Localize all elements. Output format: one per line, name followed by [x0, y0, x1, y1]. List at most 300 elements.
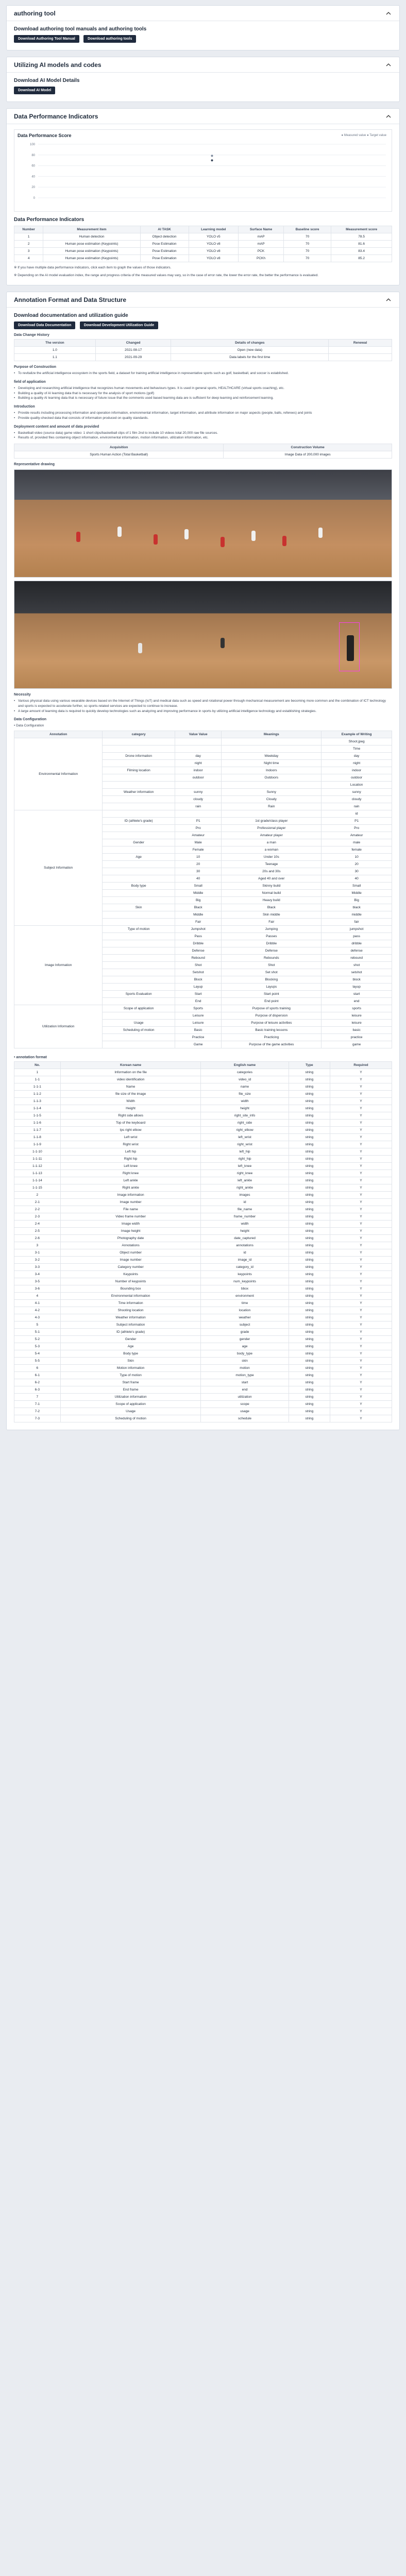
table-cell: Shot	[222, 962, 322, 969]
table-cell: Amateur	[175, 832, 221, 839]
table-cell	[222, 810, 322, 818]
table-row	[14, 1112, 392, 1120]
table-cell: Purpose of leisure activities	[222, 1020, 322, 1027]
performance-card	[6, 108, 400, 285]
table-row	[14, 1264, 392, 1271]
table-cell: Right hip	[60, 1156, 201, 1163]
table-cell: 40	[322, 875, 392, 883]
table-row	[14, 810, 392, 818]
table-cell: Y	[330, 1134, 392, 1141]
table-cell: Y	[330, 1228, 392, 1235]
table-cell: Y	[330, 1235, 392, 1242]
table-cell: Y	[330, 1350, 392, 1358]
table-cell: indoor	[322, 767, 392, 774]
table-cell: Category number	[60, 1264, 201, 1271]
table-cell: 4-1	[14, 1300, 61, 1307]
config-label: Data Configuration	[14, 718, 46, 722]
format-table	[14, 1061, 392, 1422]
table-cell: string	[289, 1213, 330, 1221]
table-cell: string	[289, 1300, 330, 1307]
table-cell	[175, 782, 221, 789]
player-white	[117, 527, 122, 537]
table-cell: annotations	[201, 1242, 289, 1249]
table-cell: 2-2	[14, 1206, 61, 1213]
group-cell: Environmental Information	[14, 738, 103, 810]
table-cell: Y	[330, 1314, 392, 1321]
table-cell: Pass	[175, 933, 221, 940]
table-cell: Purpose of sports training	[222, 1005, 322, 1012]
table-cell: 3	[14, 248, 43, 255]
table-cell: Data labels for the first time	[171, 354, 329, 361]
table-cell: Y	[330, 1321, 392, 1329]
chevron-up-icon[interactable]	[385, 10, 392, 17]
history-label: Data Change History	[14, 333, 49, 337]
annotation-header[interactable]	[7, 292, 399, 308]
data-point[interactable]	[211, 159, 213, 161]
table-cell: Image height	[60, 1228, 201, 1235]
table-row	[14, 354, 392, 361]
table-cell: Y	[330, 1372, 392, 1379]
table-cell: 4	[14, 255, 43, 262]
list-item: • Developing and researching artificial intelligence that recognizes human movements and behaviours types. It is used in general sports, HEALTHCARE (virtual sports coaching), etc.	[14, 386, 392, 391]
table-cell: Left wrist	[60, 1134, 201, 1141]
table-cell: Y	[330, 1069, 392, 1076]
table-cell: Y	[330, 1379, 392, 1386]
section-title: authoring tool	[14, 9, 56, 17]
column-header: Value Value	[175, 731, 221, 738]
table-cell: 2-5	[14, 1228, 61, 1235]
table-cell: Y	[330, 1105, 392, 1112]
table-row	[14, 1408, 392, 1415]
ai-model-card	[6, 57, 400, 102]
table-cell: setshot	[322, 969, 392, 976]
table-cell: Name	[60, 1083, 201, 1091]
table-cell: PCKh	[239, 255, 284, 262]
player-red	[282, 536, 286, 546]
table-cell: mAP	[239, 241, 284, 248]
table-cell: id	[201, 1199, 289, 1206]
table-cell: name	[201, 1083, 289, 1091]
table-cell: Annotations	[60, 1242, 201, 1249]
table-cell: 1st grade/class player	[222, 818, 322, 825]
column-header: category	[103, 731, 175, 738]
table-cell: Y	[330, 1408, 392, 1415]
table-row	[14, 1199, 392, 1206]
table-cell: Human detection	[43, 233, 140, 241]
table-cell: 6	[14, 1365, 61, 1372]
table-cell: Basic	[175, 1027, 221, 1034]
table-row	[14, 1235, 392, 1242]
section-title: Data Performance Indicators	[14, 112, 98, 120]
table-cell	[103, 940, 175, 947]
table-cell: Under 10s	[222, 854, 322, 861]
table-cell: Image number	[60, 1257, 201, 1264]
table-row	[14, 1386, 392, 1394]
table-cell: string	[289, 1127, 330, 1134]
table-cell: string	[289, 1069, 330, 1076]
table-row	[14, 1148, 392, 1156]
table-row	[14, 1293, 392, 1300]
table-cell: 3-6	[14, 1285, 61, 1293]
table-row	[14, 233, 392, 241]
table-cell: string	[289, 1242, 330, 1249]
table-cell: Environmental information	[60, 1293, 201, 1300]
table-cell: Purpose of the game activities	[222, 1041, 322, 1048]
table-cell: Top of the keyboard	[60, 1120, 201, 1127]
table-cell: start	[322, 991, 392, 998]
table-cell: string	[289, 1170, 330, 1177]
table-row	[14, 738, 392, 745]
table-cell: grade	[201, 1329, 289, 1336]
table-cell	[103, 782, 175, 789]
table-cell: left_hip	[201, 1148, 289, 1156]
table-cell: Y	[330, 1249, 392, 1257]
table-cell: file_size	[201, 1091, 289, 1098]
table-cell: Pro	[322, 825, 392, 832]
table-cell: file_name	[201, 1206, 289, 1213]
representative-image-1	[14, 469, 392, 578]
column-header: Renewal	[329, 340, 392, 347]
table-cell: male	[322, 839, 392, 846]
table-cell	[103, 875, 175, 883]
table-cell: id	[201, 1249, 289, 1257]
table-cell: 2	[14, 241, 43, 248]
table-row	[14, 1221, 392, 1228]
table-cell	[222, 782, 322, 789]
table-cell: Human pose estimation (Keypoints)	[43, 248, 140, 255]
table-cell: Ips right elbow	[60, 1127, 201, 1134]
table-cell: string	[289, 1321, 330, 1329]
table-cell: 1-1-3	[14, 1098, 61, 1105]
column-header: AI TASK	[140, 226, 189, 233]
table-row	[14, 1271, 392, 1278]
player-white	[184, 529, 189, 539]
table-cell: Right wrist	[60, 1141, 201, 1148]
table-cell: string	[289, 1329, 330, 1336]
table-cell: Middle	[175, 911, 221, 919]
table-cell	[103, 947, 175, 955]
table-row	[14, 1307, 392, 1314]
column-header: Learning model	[189, 226, 238, 233]
table-cell: video_id	[201, 1076, 289, 1083]
history-table	[14, 339, 392, 361]
table-cell: string	[289, 1278, 330, 1285]
player-red	[76, 532, 80, 542]
table-cell: string	[289, 1199, 330, 1206]
table-cell: 5-2	[14, 1336, 61, 1343]
table-cell: Y	[330, 1170, 392, 1177]
list-item: • Provide quality-checked data that consists of information produced on quality standards.	[14, 416, 392, 421]
table-cell: 70	[284, 248, 331, 255]
table-cell: Dribble	[222, 940, 322, 947]
table-cell: 1-1-9	[14, 1141, 61, 1148]
table-cell: 5-1	[14, 1329, 61, 1336]
table-cell: Black	[222, 904, 322, 911]
table-cell: 1-1-12	[14, 1163, 61, 1170]
table-cell: fair	[322, 919, 392, 926]
table-cell: utilization	[201, 1394, 289, 1401]
table-cell: 1-1-13	[14, 1170, 61, 1177]
table-cell: a man	[222, 839, 322, 846]
table-cell: gender	[201, 1336, 289, 1343]
table-cell: Left ankle	[60, 1177, 201, 1184]
table-cell: a woman	[222, 846, 322, 854]
table-cell: string	[289, 1156, 330, 1163]
table-cell: Y	[330, 1300, 392, 1307]
authoring-tool-card	[6, 5, 400, 50]
table-cell: string	[289, 1235, 330, 1242]
section-title: Annotation Format and Data Structure	[14, 296, 127, 303]
y-tick-label: 20	[31, 186, 35, 190]
table-cell: Teenage	[222, 861, 322, 868]
table-cell: Subject information	[60, 1321, 201, 1329]
table-cell: 20s and 30s	[222, 868, 322, 875]
guide-title: Download documentation and utilization guide	[14, 313, 128, 319]
table-cell: right_wrist	[201, 1141, 289, 1148]
table-cell: Black	[175, 904, 221, 911]
table-cell: 5-5	[14, 1358, 61, 1365]
table-cell: 70	[284, 233, 331, 241]
table-cell: Professional player	[222, 825, 322, 832]
table-cell: scope	[201, 1401, 289, 1408]
table-cell: 1-1-15	[14, 1184, 61, 1192]
table-cell: block	[322, 976, 392, 984]
table-cell: Y	[330, 1192, 392, 1199]
table-cell: outdoor	[322, 774, 392, 782]
table-cell: Y	[330, 1365, 392, 1372]
table-cell: cloudy	[322, 796, 392, 803]
table-cell: day	[322, 753, 392, 760]
table-cell: Height	[60, 1105, 201, 1112]
ai-model-header[interactable]	[7, 57, 399, 73]
table-cell: Scheduling of motion	[60, 1415, 201, 1422]
table-cell: Game	[175, 1041, 221, 1048]
table-row	[14, 1321, 392, 1329]
download-docs-button[interactable]: Download Data Documentation	[14, 321, 75, 329]
table-cell	[103, 810, 175, 818]
table-cell: Left knee	[60, 1163, 201, 1170]
chevron-up-icon[interactable]	[385, 113, 392, 120]
table-cell: Utilization information	[60, 1394, 201, 1401]
table-row	[14, 1415, 392, 1422]
table-cell: outdoor	[175, 774, 221, 782]
table-cell: Type of motion	[60, 1372, 201, 1379]
table-cell: Heavy build	[222, 897, 322, 904]
note-2: ※ Depending on the AI model evaluation index, the range and progress criteria of the measured values may vary, so in the case of error rate, the lower the error rate, the better the performance is evaluated.	[14, 274, 319, 278]
table-cell: game	[322, 1041, 392, 1048]
table-row	[14, 1213, 392, 1221]
table-cell: Skinny build	[222, 883, 322, 890]
table-cell	[103, 919, 175, 926]
table-cell: Amateur	[322, 832, 392, 839]
table-cell	[175, 738, 221, 745]
table-cell	[103, 760, 175, 767]
table-cell: 7-3	[14, 1415, 61, 1422]
table-cell: category_id	[201, 1264, 289, 1271]
table-cell: Y	[330, 1206, 392, 1213]
table-cell: string	[289, 1206, 330, 1213]
table-cell: 3-2	[14, 1257, 61, 1264]
table-cell: Time information	[60, 1300, 201, 1307]
table-cell: Leisure	[175, 1020, 221, 1027]
table-cell: day	[175, 753, 221, 760]
table-cell: leisure	[322, 1020, 392, 1027]
table-cell: Keypoints	[60, 1271, 201, 1278]
table-cell: Start point	[222, 991, 322, 998]
table-cell: Practicing	[222, 1034, 322, 1041]
table-cell: usage	[201, 1408, 289, 1415]
table-row	[14, 1076, 392, 1083]
intro-label: Introduction	[14, 405, 35, 409]
table-cell: string	[289, 1105, 330, 1112]
table-row	[14, 241, 392, 248]
table-cell: Y	[330, 1307, 392, 1314]
table-cell: Y	[330, 1336, 392, 1343]
download-ai-model-button[interactable]: Download AI Model	[14, 87, 55, 94]
table-cell: 10	[175, 854, 221, 861]
table-cell	[103, 933, 175, 940]
table-cell: width	[201, 1221, 289, 1228]
column-header: The version	[14, 340, 96, 347]
table-cell: 2	[14, 1192, 61, 1199]
table-cell: rebound	[322, 955, 392, 962]
player	[221, 638, 225, 648]
table-cell: Y	[330, 1076, 392, 1083]
table-row	[14, 1091, 392, 1098]
table-cell: female	[322, 846, 392, 854]
table-cell: Y	[330, 1415, 392, 1422]
table-cell: video identification	[60, 1076, 201, 1083]
table-cell: night	[322, 760, 392, 767]
table-cell: 1	[14, 1069, 61, 1076]
table-row	[14, 1083, 392, 1091]
table-cell: image_id	[201, 1257, 289, 1264]
table-row	[14, 1141, 392, 1148]
table-cell: Left hip	[60, 1148, 201, 1156]
table-cell: Dribble	[175, 940, 221, 947]
table-cell: Y	[330, 1177, 392, 1184]
y-tick-label: 100	[29, 143, 35, 146]
table-cell	[103, 984, 175, 991]
table-cell: left_knee	[201, 1163, 289, 1170]
table-cell: Y	[330, 1148, 392, 1156]
table-cell: 1	[14, 233, 43, 241]
table-row	[14, 1163, 392, 1170]
table-cell: Object detection	[140, 233, 189, 241]
table-cell	[175, 810, 221, 818]
table-cell: Scheduling of motion	[103, 1027, 175, 1034]
table-cell: string	[289, 1408, 330, 1415]
table-cell: 4	[14, 1293, 61, 1300]
table-cell: layup	[322, 984, 392, 991]
table-cell: Gender	[60, 1336, 201, 1343]
download-manual-button[interactable]: Download Authoring Tool Manual	[14, 35, 79, 43]
table-cell: P1	[175, 818, 221, 825]
chart-legend: ● Measured value ● Target value	[341, 134, 386, 137]
table-cell: 1-1-14	[14, 1177, 61, 1184]
table-cell	[103, 868, 175, 875]
table-cell: Shoot.jpeg	[322, 738, 392, 745]
representative-image-2	[14, 581, 392, 689]
table-cell: Middle	[175, 890, 221, 897]
table-cell: Right side allows	[60, 1112, 201, 1120]
table-cell	[222, 745, 322, 753]
table-row	[14, 1228, 392, 1235]
chevron-up-icon[interactable]	[385, 296, 392, 303]
table-cell: time	[201, 1300, 289, 1307]
table-cell: Small	[175, 883, 221, 890]
table-cell: Image number	[60, 1199, 201, 1206]
table-cell: ID (athlete's grade)	[60, 1329, 201, 1336]
table-cell: string	[289, 1120, 330, 1127]
list-item: • Provide results including processing information and operation information, environmental information, target information, and attribute information on major aspects (people, balls, referees) and joints	[14, 411, 392, 416]
table-cell: 78.5	[331, 233, 392, 241]
table-cell	[103, 962, 175, 969]
section-title: Utilizing AI models and codes	[14, 61, 102, 69]
table-cell: Defense	[175, 947, 221, 955]
table-row	[14, 1285, 392, 1293]
table-cell: Practice	[175, 1034, 221, 1041]
column-header: Acquisition	[14, 444, 224, 451]
list-item: • Various physical data using various wearable devices based on the Internet of Things (IoT) and medical data such as speed and rotational power through mechanical measurement are becoming more common and the combination of ICT technology and sports is expected to accelerate further, so sports-related services are expected to continue to increase.	[14, 699, 392, 709]
table-cell: Y	[330, 1343, 392, 1350]
table-cell: 1.1	[14, 354, 96, 361]
table-row	[14, 1300, 392, 1307]
table-cell: 1-1-4	[14, 1105, 61, 1112]
authoring-tool-header[interactable]	[7, 6, 399, 21]
chart-title: Data Performance Score	[18, 133, 72, 138]
table-cell: string	[289, 1379, 330, 1386]
table-cell	[103, 955, 175, 962]
table-cell: width	[201, 1098, 289, 1105]
performance-header[interactable]	[7, 109, 399, 124]
table-cell	[103, 890, 175, 897]
table-cell: 83.4	[331, 248, 392, 255]
table-cell: Open (new data)	[171, 347, 329, 354]
table-cell: 1-1	[14, 1076, 61, 1083]
table-cell: middle	[322, 911, 392, 919]
download-tools-button[interactable]: Download authoring tools	[83, 35, 136, 43]
data-point[interactable]	[211, 155, 213, 157]
section-subtitle: Download AI Model Details	[14, 78, 80, 83]
table-cell: Rebounds	[222, 955, 322, 962]
table-cell: Human pose estimation (Keypoints)	[43, 255, 140, 262]
table-cell: Shot	[175, 962, 221, 969]
table-cell: YOLO v8	[189, 255, 238, 262]
table-row	[14, 1134, 392, 1141]
table-cell: Night time	[222, 760, 322, 767]
table-cell: Sports Human Action (Total Basketball)	[14, 451, 224, 459]
chevron-up-icon[interactable]	[385, 61, 392, 69]
table-row	[14, 1278, 392, 1285]
table-cell: string	[289, 1415, 330, 1422]
table-cell: Block	[175, 976, 221, 984]
table-cell: PCK	[239, 248, 284, 255]
table-cell: Layup	[175, 984, 221, 991]
table-cell	[103, 1034, 175, 1041]
table-row	[14, 1365, 392, 1372]
table-cell	[329, 354, 392, 361]
table-cell: Y	[330, 1120, 392, 1127]
table-cell: string	[289, 1343, 330, 1350]
y-tick-label: 0	[33, 197, 35, 200]
table-cell: string	[289, 1098, 330, 1105]
table-cell: string	[289, 1293, 330, 1300]
table-cell: motion	[201, 1365, 289, 1372]
download-guide-button[interactable]: Download Development Utilization Guide	[80, 321, 159, 329]
table-cell: 2-6	[14, 1235, 61, 1242]
table-cell: Scope of application	[60, 1401, 201, 1408]
